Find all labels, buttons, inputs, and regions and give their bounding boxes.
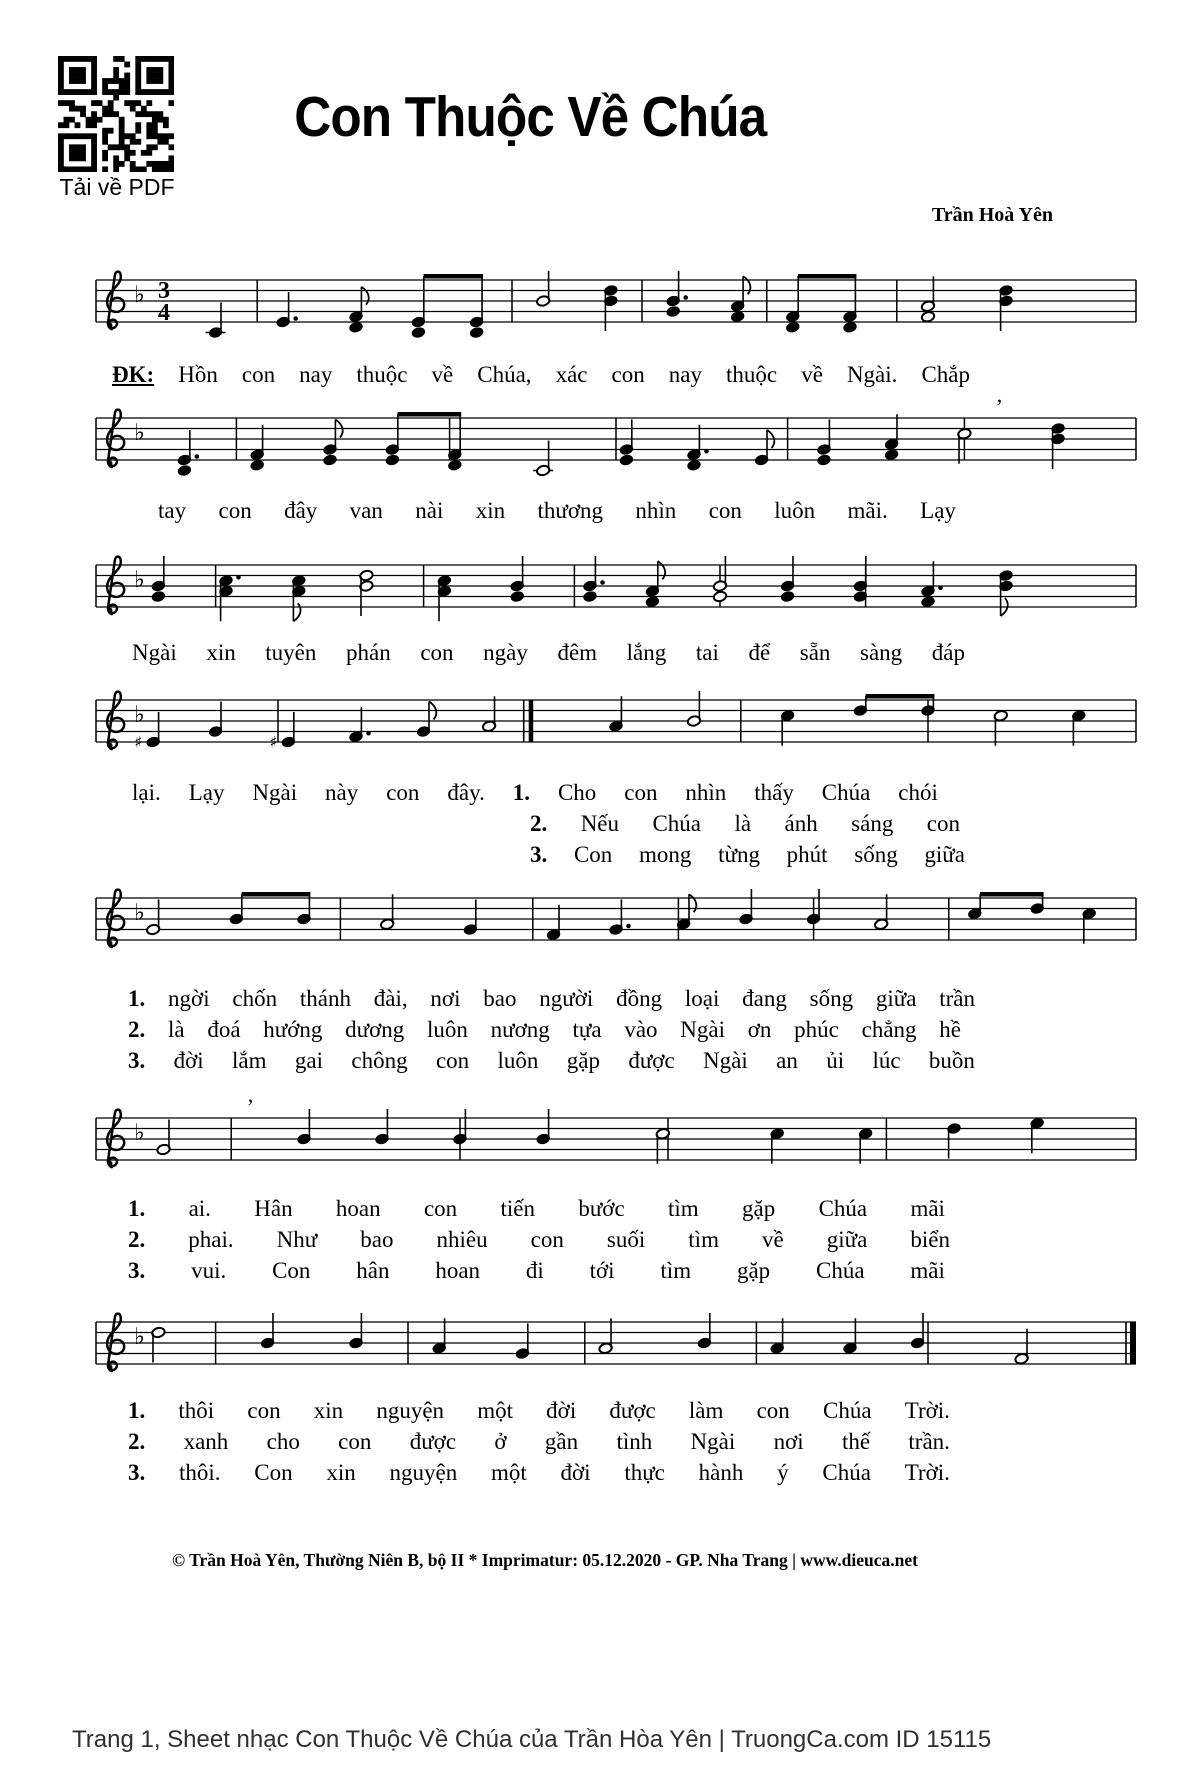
lyric-word: đây. — [447, 780, 485, 805]
lyric-word: là — [734, 811, 752, 836]
lyric-word: thôi. — [179, 1460, 221, 1485]
music-system-6 — [92, 1080, 1144, 1204]
lyric-word: tìm — [668, 1196, 699, 1221]
lyric-word: xin — [313, 1398, 344, 1423]
lyric-word: sống — [809, 986, 854, 1011]
lyric-word: buồn — [928, 1048, 975, 1073]
lyric-word: đáp — [931, 640, 965, 665]
lyric-word: ai. — [188, 1196, 211, 1221]
lyric-word: bước — [578, 1196, 625, 1221]
lyric-word: một — [490, 1460, 527, 1485]
lyric-word: ở — [494, 1429, 507, 1454]
lyric-word: trần. — [908, 1429, 950, 1454]
lyric-word: 1. — [128, 1398, 146, 1423]
lyric-word: 1. — [512, 780, 531, 805]
lyric-word: nay — [668, 362, 703, 387]
lyric-word: nay — [299, 362, 333, 387]
lyric-word: con — [423, 1196, 458, 1221]
lyric-word: tiến — [500, 1196, 536, 1221]
lyric-word: xác — [555, 362, 588, 387]
lyric-row-5 — [530, 811, 960, 836]
lyric-word: Chúa — [822, 1398, 872, 1423]
lyric-word: con — [435, 1048, 470, 1073]
lyric-row-13 — [128, 1398, 950, 1423]
music-system-2 — [92, 380, 1144, 504]
lyric-word: con — [926, 811, 960, 836]
lyric-word: cho — [266, 1429, 300, 1454]
lyric-word: thuộc — [726, 362, 778, 387]
lyric-word: về — [762, 1227, 784, 1252]
lyric-word: tay — [158, 498, 187, 523]
lyric-word: nhìn — [635, 498, 677, 523]
lyric-word: con — [756, 1398, 790, 1423]
svg-text:♭: ♭ — [134, 566, 145, 593]
lyric-word: van — [349, 498, 383, 523]
lyric-word: hướng — [263, 1017, 323, 1042]
lyric-word: ý — [777, 1460, 789, 1485]
lyric-word: hoan — [435, 1258, 481, 1283]
lyric-word: thương — [537, 498, 604, 523]
lyric-word: 2. — [128, 1017, 146, 1042]
lyric-word: Ngài — [690, 1429, 736, 1454]
lyric-word: Trời. — [904, 1460, 950, 1485]
lyric-row-11 — [128, 1227, 950, 1252]
lyric-word: 2. — [530, 811, 548, 836]
lyric-word: phút — [786, 842, 828, 867]
lyric-word: một — [477, 1398, 513, 1423]
lyric-word: Hồn — [178, 362, 218, 387]
lyric-word: giữa — [875, 986, 917, 1011]
lyric-word: bao — [360, 1227, 394, 1252]
music-system-7 — [92, 1284, 1144, 1408]
lyric-word: con — [530, 1227, 564, 1252]
lyric-word: tìm — [688, 1227, 719, 1252]
lyric-word: Lạy — [188, 780, 225, 805]
lyric-word: nương — [490, 1017, 550, 1042]
lyric-row-1 — [112, 362, 970, 387]
lyric-row-7 — [128, 986, 975, 1011]
lyric-word: nơi — [773, 1429, 804, 1454]
lyric-word: Chúa — [652, 811, 702, 836]
lyric-word: đời — [173, 1048, 204, 1073]
lyric-word: lại. — [132, 780, 161, 805]
lyric-word: sàng — [860, 640, 903, 665]
lyric-word: Lạy — [920, 498, 956, 523]
music-system-1 — [92, 242, 1144, 366]
lyric-word: luôn — [774, 498, 816, 523]
lyric-word: 2. — [128, 1429, 146, 1454]
lyric-word: Ngài — [252, 780, 298, 805]
lyric-word: tìm — [660, 1258, 692, 1283]
lyric-word: tình — [616, 1429, 653, 1454]
lyric-word: được — [628, 1048, 675, 1073]
lyric-word: nhìn — [685, 780, 727, 805]
lyric-row-6 — [530, 842, 965, 867]
lyric-word: an — [776, 1048, 798, 1073]
lyric-word: Chúa — [821, 780, 871, 805]
lyric-word: con — [624, 780, 658, 805]
lyric-word: thực — [624, 1460, 665, 1485]
lyric-word: suối — [606, 1227, 646, 1252]
svg-text:♯: ♯ — [269, 732, 278, 752]
lyric-word: được — [409, 1429, 457, 1454]
lyric-word: sẵn — [799, 640, 831, 665]
lyric-row-8 — [128, 1017, 961, 1042]
lyric-word: thánh — [299, 986, 351, 1011]
lyric-word: gặp — [566, 1048, 600, 1073]
download-pdf-link[interactable]: Tải về PDF — [59, 174, 175, 200]
lyric-word: vui. — [191, 1258, 227, 1283]
lyric-word: gần — [544, 1429, 579, 1454]
lyric-word: sáng — [851, 811, 894, 836]
lyric-word: con — [247, 1398, 281, 1423]
lyric-word: mãi — [910, 1258, 945, 1283]
lyric-word: từng — [718, 842, 760, 867]
music-system-3 — [92, 527, 1144, 651]
lyric-word: phán — [346, 640, 391, 665]
lyric-word: xin — [326, 1460, 356, 1485]
lyric-row-4 — [132, 780, 938, 805]
lyric-word: xin — [475, 498, 506, 523]
lyric-word: tai — [695, 640, 719, 665]
lyric-word: luôn — [497, 1048, 539, 1073]
lyric-word: con — [611, 362, 645, 387]
lyric-word: đồng — [616, 986, 663, 1011]
lyric-word: lắm — [232, 1048, 267, 1073]
lyric-word: Ngài — [132, 640, 177, 665]
lyric-word: là — [167, 1017, 185, 1042]
lyric-word: ngày — [483, 640, 528, 665]
lyric-word: 2. — [128, 1227, 146, 1252]
lyric-word: đoá — [207, 1017, 241, 1042]
lyric-word: đài, — [373, 986, 408, 1011]
lyric-word: ơn — [747, 1017, 772, 1042]
lyric-word: con — [338, 1429, 372, 1454]
lyric-word: gặp — [736, 1258, 771, 1283]
lyric-word: Trời. — [904, 1398, 950, 1423]
lyric-word: phúc — [794, 1017, 839, 1042]
lyric-word: đi — [525, 1258, 544, 1283]
lyric-word: giữa — [826, 1227, 868, 1252]
lyric-word: 3. — [530, 842, 548, 867]
lyric-word: 3. — [128, 1258, 146, 1283]
lyric-word: nhiêu — [436, 1227, 488, 1252]
lyric-word: luôn — [427, 1017, 468, 1042]
lyric-word: Chắp — [921, 362, 970, 387]
lyric-word: thôi — [178, 1398, 215, 1423]
lyric-word: 1. — [128, 1196, 146, 1221]
music-system-5 — [92, 860, 1144, 984]
lyric-word: biển — [910, 1227, 950, 1252]
lyric-word: đang — [742, 986, 787, 1011]
lyric-word: Con — [573, 842, 613, 867]
lyric-word: thuộc — [356, 362, 408, 387]
lyric-word: lúc — [872, 1048, 901, 1073]
svg-text:♭: ♭ — [134, 1323, 145, 1350]
lyric-word: 3. — [128, 1048, 146, 1073]
svg-text:’: ’ — [246, 1094, 255, 1119]
lyric-word: xanh — [183, 1429, 229, 1454]
lyric-word: Con — [272, 1258, 311, 1283]
lyric-row-12 — [128, 1258, 945, 1283]
lyric-word: người — [539, 986, 594, 1011]
lyric-word: mãi. — [847, 498, 888, 523]
lyric-word: dương — [345, 1017, 405, 1042]
lyric-word: mong — [639, 842, 692, 867]
lyric-word: vào — [624, 1017, 658, 1042]
lyric-word: đời — [560, 1460, 591, 1485]
lyric-word: Chúa — [822, 1460, 871, 1485]
lyric-word: ánh — [784, 811, 818, 836]
lyric-word: con — [241, 362, 276, 387]
svg-text:’: ’ — [995, 394, 1003, 419]
lyric-word: Như — [276, 1227, 318, 1252]
lyric-word: Ngài — [703, 1048, 748, 1073]
lyric-row-9 — [128, 1048, 975, 1073]
lyric-row-15 — [128, 1460, 950, 1485]
svg-text:4: 4 — [158, 300, 170, 326]
lyric-word: nguyện — [376, 1398, 445, 1423]
lyric-word: về — [801, 362, 823, 387]
lyric-word: con — [218, 498, 252, 523]
copyright-line: © Trần Hoà Yên, Thường Niên B, bộ II * Imprimatur: 05.12.2020 - GP. Nha Trang | www.dieuca.net — [172, 1550, 918, 1570]
lyric-word: chẳng — [861, 1017, 917, 1042]
lyric-word: con — [386, 780, 420, 805]
lyric-word: sống — [854, 842, 898, 867]
lyric-row-3 — [132, 640, 965, 665]
lyric-word: này — [325, 780, 359, 805]
lyric-word: gai — [294, 1048, 323, 1073]
lyric-word: xin — [206, 640, 236, 665]
svg-text:♭: ♭ — [134, 899, 145, 926]
lyric-word: đây — [284, 498, 318, 523]
page-title: Con Thuộc Về Chúa — [293, 85, 767, 149]
lyric-word: đời — [546, 1398, 577, 1423]
lyric-word: hoan — [335, 1196, 381, 1221]
lyric-word: ĐK: — [112, 362, 155, 387]
lyric-word: nguyện — [389, 1460, 458, 1485]
lyric-word: trần — [939, 986, 975, 1011]
svg-text:♭: ♭ — [134, 1119, 145, 1146]
page-footer-text: Trang 1, Sheet nhạc Con Thuộc Về Chúa của Trần Hòa Yên | TruongCa.com ID 15115 — [72, 1726, 992, 1753]
lyric-word: Hân — [254, 1196, 293, 1221]
lyric-word: đêm — [557, 640, 598, 665]
lyric-word: Cho — [557, 780, 597, 805]
lyric-word: hành — [698, 1460, 744, 1485]
lyric-word: mãi — [910, 1196, 945, 1221]
lyric-word: Con — [254, 1460, 293, 1485]
lyric-word: 1. — [128, 986, 146, 1011]
lyric-word: nơi — [430, 986, 461, 1011]
lyric-word: con — [420, 640, 454, 665]
lyric-row-14 — [128, 1429, 950, 1454]
lyric-word: Chúa — [816, 1258, 865, 1283]
lyric-word: về — [431, 362, 454, 387]
lyric-word: tựa — [572, 1017, 602, 1042]
svg-text:3: 3 — [158, 278, 170, 304]
lyric-word: Chúa — [818, 1196, 868, 1221]
lyric-word: 3. — [128, 1460, 146, 1485]
lyric-word: phai. — [188, 1227, 234, 1252]
lyric-word: Ngài — [680, 1017, 726, 1042]
lyric-word: ủi — [826, 1048, 845, 1073]
lyric-word: để — [748, 640, 771, 665]
lyric-row-10 — [128, 1196, 945, 1221]
lyric-word: làm — [688, 1398, 724, 1423]
lyric-word: nài — [415, 498, 444, 523]
lyric-word: hân — [356, 1258, 390, 1283]
lyric-row-2 — [158, 498, 956, 523]
lyric-word: chốn — [232, 986, 278, 1011]
lyric-word: Ngài. — [846, 362, 898, 387]
lyric-word: tới — [589, 1258, 615, 1283]
lyric-word: chói — [898, 780, 938, 805]
lyric-word: con — [708, 498, 742, 523]
lyric-word: thế — [841, 1429, 871, 1454]
lyric-word: hề — [939, 1017, 961, 1042]
lyric-word: ngời — [168, 986, 210, 1011]
lyric-word: lắng — [626, 640, 667, 665]
composer-name: Trần Hoà Yên — [931, 204, 1053, 226]
svg-text:♭: ♭ — [134, 281, 145, 308]
svg-text:♯: ♯ — [134, 732, 142, 752]
svg-text:♭: ♭ — [134, 419, 145, 446]
lyric-word: được — [609, 1398, 656, 1423]
lyric-word: chông — [351, 1048, 408, 1073]
svg-text:♭: ♭ — [134, 701, 145, 728]
lyric-word: loại — [684, 986, 720, 1011]
lyric-word: gặp — [742, 1196, 776, 1221]
lyric-word: thấy — [754, 780, 794, 805]
lyric-word: Chúa, — [477, 362, 532, 387]
lyric-word: bao — [483, 986, 517, 1011]
lyric-word: Nếu — [580, 811, 620, 836]
music-system-4 — [92, 662, 1144, 786]
lyric-word: tuyên — [265, 640, 317, 665]
lyric-word: giữa — [924, 842, 965, 867]
